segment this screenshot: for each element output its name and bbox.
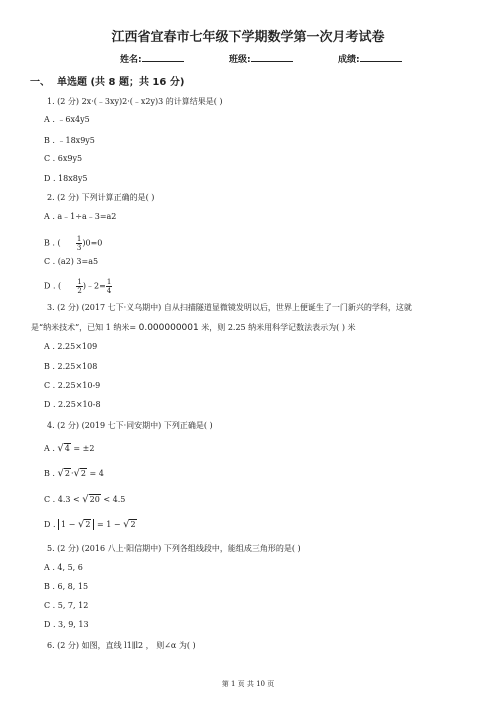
question-6-stem: 6. (2 分) 如图，直线 l1∥l2 ， 则∠α 为( ): [47, 641, 196, 650]
fraction-one-quarter: $\frac{1}{4}$: [106, 278, 112, 295]
question-3-option-a: A . 2.25×109: [44, 342, 98, 351]
question-5-option-a: A . 4, 5, 6: [44, 563, 83, 572]
section-title: 单选题 (共 8 题；共 16 分): [56, 77, 185, 88]
question-4-option-d: D . 1 − √2 = 1 − √2: [44, 519, 136, 530]
question-3-option-c: C . 2.25×10-9: [44, 381, 101, 390]
question-5-option-d: D . 3, 9, 13: [44, 620, 89, 629]
question-3-stem-line2: 是“纳米技术”，已知 1 纳米= 0.000000001 米，则 2.25 纳米用科学记数法表示为( ) 米: [31, 323, 356, 333]
score-label: 成绩:: [338, 55, 360, 65]
question-1-option-c: C . 6x9y5: [44, 154, 83, 163]
question-4-option-a: A . √4 = ±2: [44, 443, 95, 454]
class-blank: [251, 52, 293, 62]
fraction-one-half: $\frac{1}{2}$: [77, 278, 82, 295]
question-2-option-a: A . a﹣1÷a﹣3=a2: [44, 212, 117, 221]
question-3-stem-line1: 3. (2 分) (2017 七下·义乌期中) 自从扫描隧道显微镜发明以后，世界上便诞生了一门新兴的学科，这就: [47, 303, 412, 312]
question-5-option-c: C . 5, 7, 12: [44, 601, 89, 610]
fraction-one-third: $\frac{1}{3}$: [76, 235, 82, 252]
name-label: 姓名:: [120, 55, 142, 65]
question-4-option-c: C . 4.3 < √20 < 4.5: [44, 494, 126, 505]
question-2-option-d: D . ( $\frac{1}{2}$ )﹣2= $\frac{1}{4}$: [44, 278, 112, 295]
question-4-option-b: B . √2·√2 = 4: [44, 468, 104, 479]
class-field: [229, 52, 293, 65]
name-blank: [142, 52, 184, 62]
question-2-option-c: C . (a2) 3=a5: [44, 257, 99, 266]
score-field: [338, 52, 402, 65]
question-1-option-d: D . 18x8y5: [44, 174, 88, 183]
question-2-stem: 2. (2 分) 下列计算正确的是( ): [47, 193, 155, 202]
question-1-option-a: A . ﹣6x4y5: [44, 115, 90, 124]
question-4-stem: 4. (2 分) (2019 七下·同安期中) 下列正确是( ): [47, 421, 213, 430]
question-5-stem: 5. (2 分) (2016 八上·阳信期中) 下列各组线段中，能组成三角形的是( ): [47, 544, 301, 553]
score-blank: [360, 52, 402, 62]
page-footer: 第 1 页 共 10 页: [221, 680, 275, 688]
question-1-stem: 1. (2 分) 2x·(﹣3xy)2·(﹣x2y)3 的计算结果是( ): [47, 97, 223, 106]
question-2-option-b: B . ( $\frac{1}{3}$ )0=0: [44, 235, 103, 252]
question-3-option-d: D . 2.25×10-8: [44, 400, 101, 409]
name-field: [120, 52, 184, 65]
nanometer-value: 0.000000001: [138, 323, 199, 333]
page-title: 江西省宜春市七年级下学期数学第一次月考试卷: [111, 30, 385, 45]
question-1-option-b: B . ﹣18x9y5: [44, 136, 95, 145]
class-label: 班级:: [229, 55, 251, 65]
section-number: 一、: [30, 77, 50, 88]
question-3-option-b: B . 2.25×108: [44, 362, 98, 371]
question-5-option-b: B . 6, 8, 15: [44, 582, 89, 591]
section-heading: [30, 73, 184, 88]
